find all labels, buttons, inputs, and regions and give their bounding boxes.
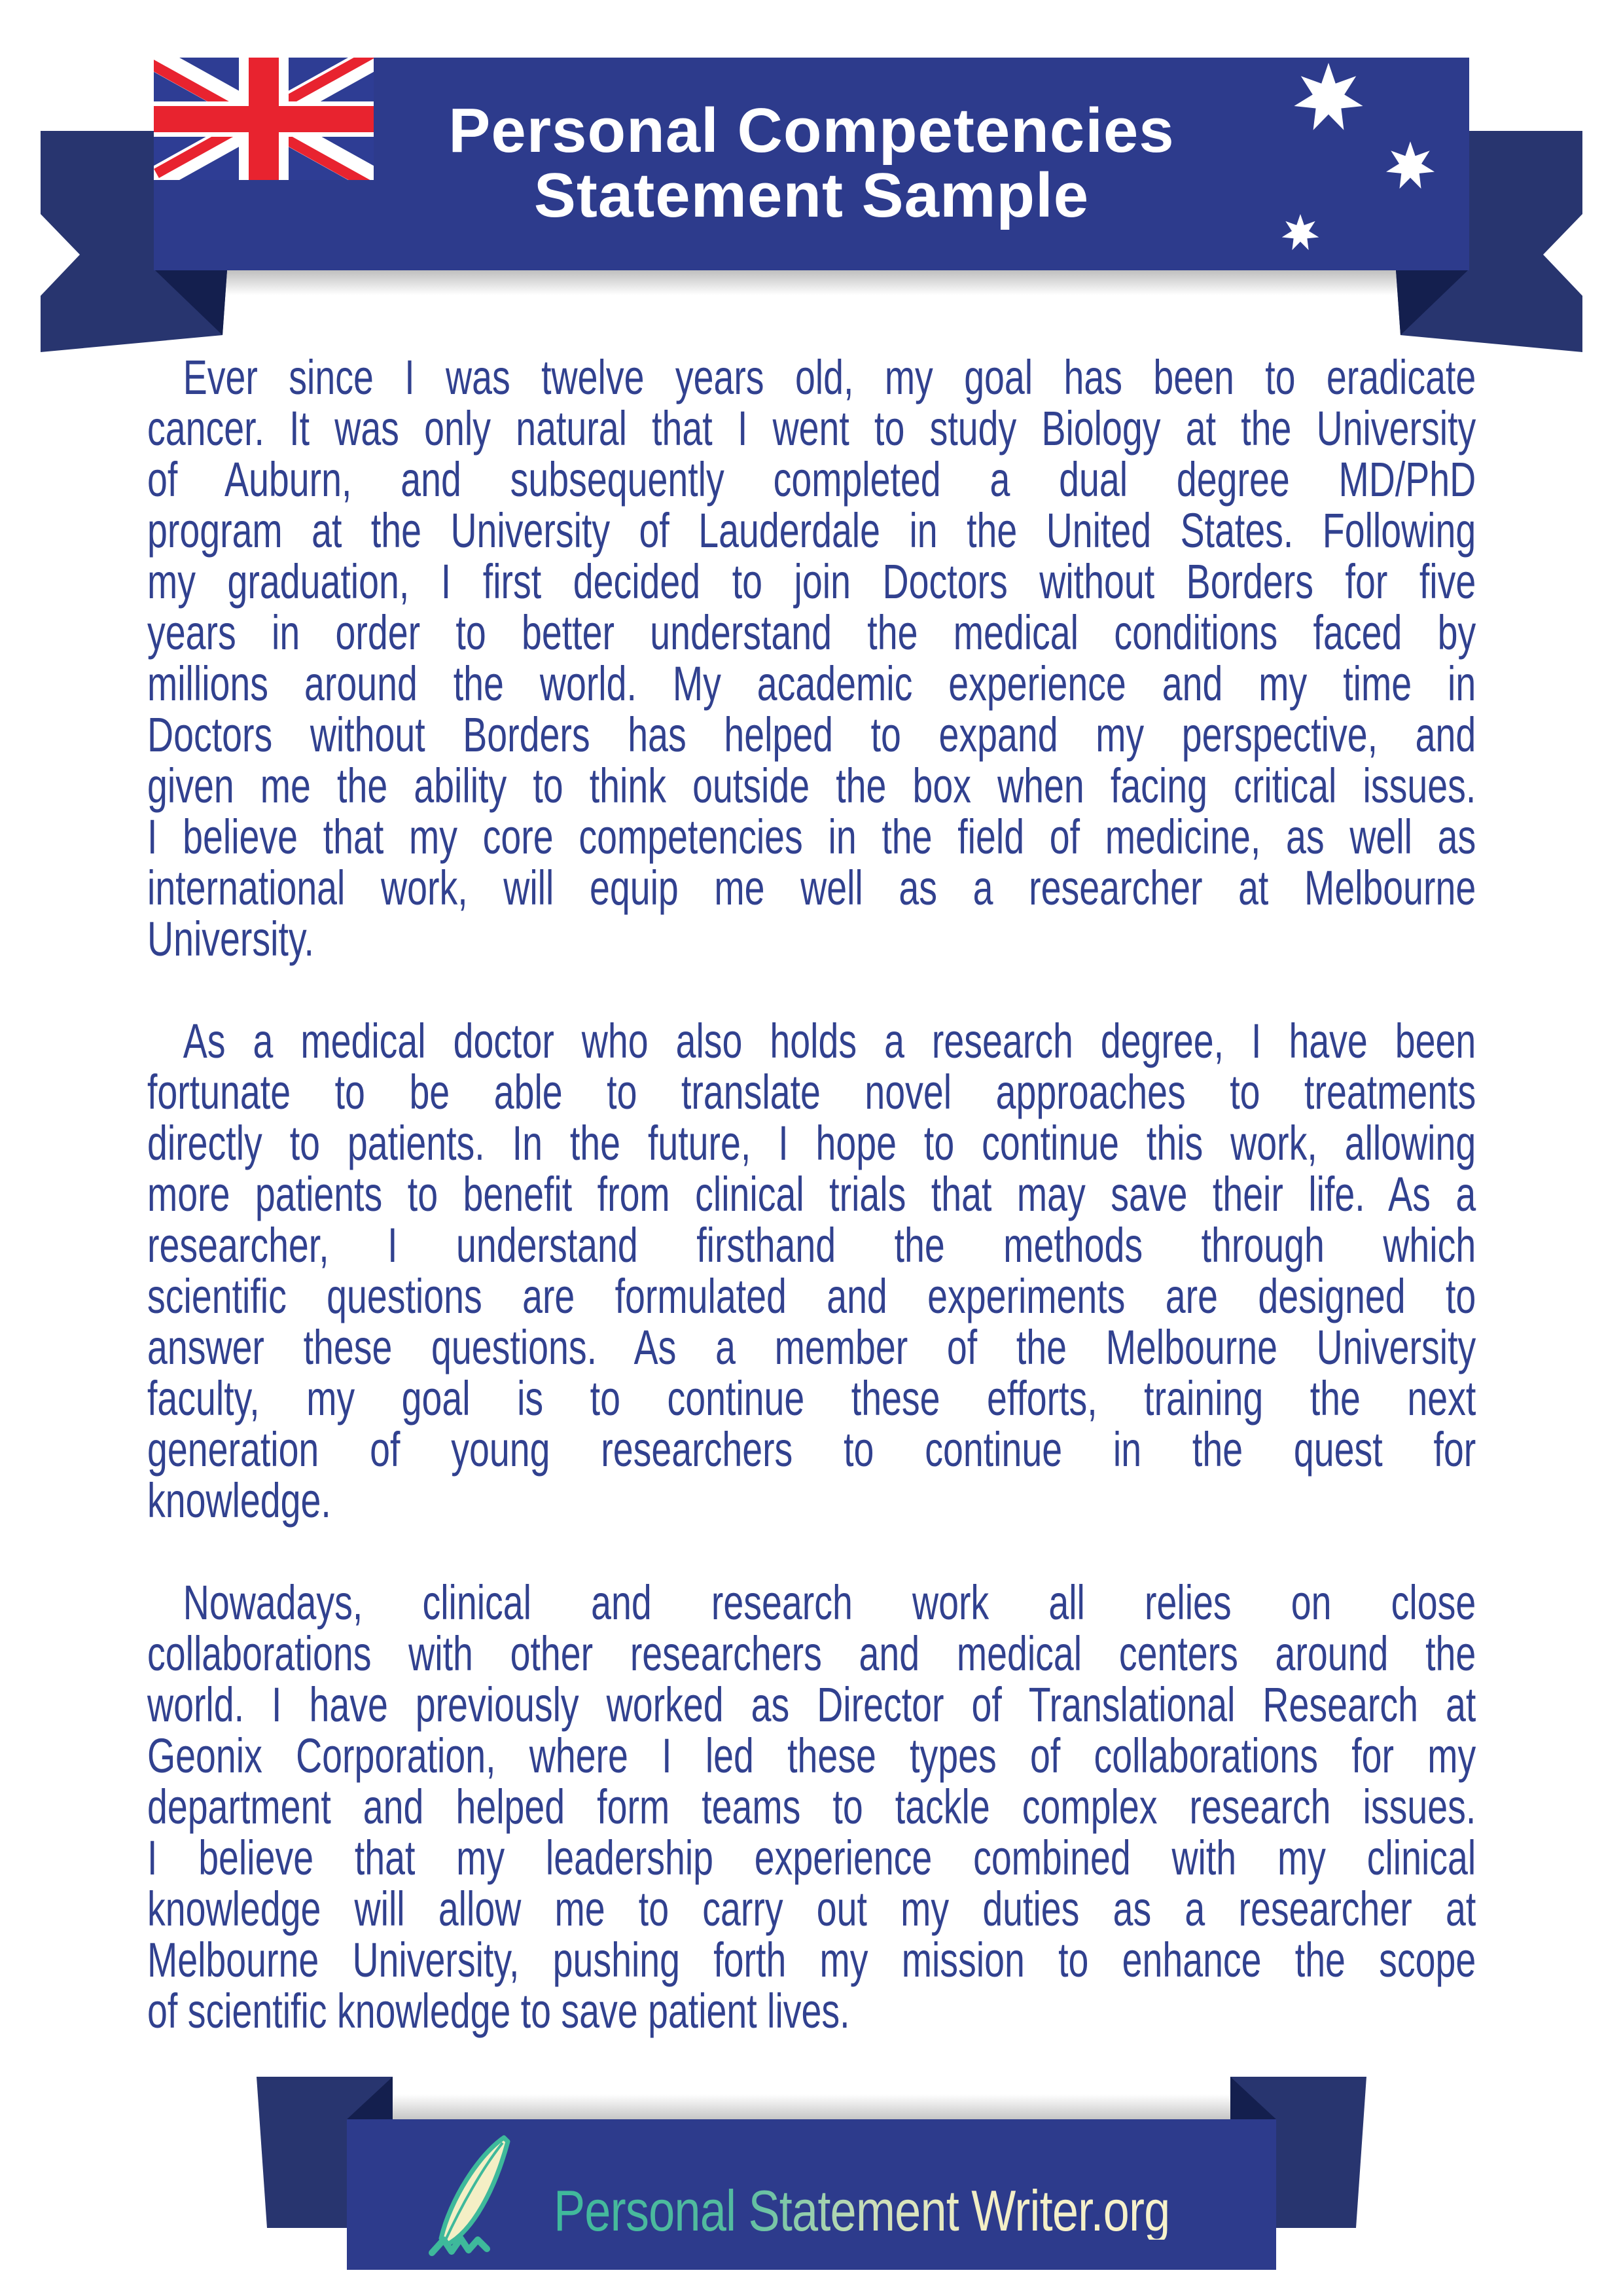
brand-name: Personal Statement Writer — [554, 2178, 1091, 2243]
essay-line: years in order to better understand the medical conditions faced by — [147, 605, 1476, 660]
essay-line: Melbourne University, pushing forth my mission to enhance the scope — [147, 1933, 1476, 1987]
essay-line: Nowadays, clinical and research work all relies on close — [183, 1575, 1476, 1630]
page-title-line1: Personal Competencies — [448, 96, 1175, 166]
essay-line: I believe that my core competencies in the field of medicine, as well as — [147, 810, 1476, 864]
essay-line: University. — [147, 912, 314, 966]
essay-line: directly to patients. In the future, I hope to continue this work, allowing — [147, 1116, 1476, 1170]
essay-line: given me the ability to think outside the box when facing critical issues. — [147, 759, 1476, 813]
essay-line: of Auburn, and subsequently completed a dual degree MD/PhD — [147, 452, 1476, 507]
essay-line: scientific questions are formulated and experiments are designed to — [147, 1269, 1476, 1323]
essay-line: more patients to benefit from clinical trials that may save their life. As a — [147, 1167, 1476, 1221]
essay-line: fortunate to be able to translate novel approaches to treatments — [147, 1065, 1476, 1119]
essay-line: department and helped form teams to tackle complex research issues. — [147, 1780, 1476, 1834]
essay-line: cancer. It was only natural that I went to study Biology at the University — [147, 401, 1476, 456]
essay-line: generation of young researchers to continue in the quest for — [147, 1422, 1476, 1477]
essay-line: knowledge. — [147, 1473, 331, 1528]
essay-paragraph — [147, 1577, 1476, 2037]
essay-line: Doctors without Borders has helped to expand my perspective, and — [147, 708, 1476, 762]
quill-feather-icon — [424, 2134, 542, 2261]
essay-text — [147, 352, 1476, 2088]
essay-line: Geonix Corporation, where I led these types of collaborations for my — [147, 1729, 1476, 1783]
essay-line: I believe that my leadership experience combined with my clinical — [147, 1831, 1476, 1885]
page-title-line2: Statement Sample — [533, 160, 1090, 230]
essay-line: researcher, I understand firsthand the methods through which — [147, 1218, 1476, 1272]
footer-ribbon — [0, 2055, 1623, 2296]
page-title — [154, 58, 1469, 228]
essay-line: As a medical doctor who also holds a research degree, I have been — [183, 1014, 1476, 1068]
essay-line: international work, will equip me well as a researcher at Melbourne — [147, 861, 1476, 915]
essay-line: program at the University of Lauderdale in the United States. Following — [147, 503, 1476, 558]
essay-line: my graduation, I first decided to join Doctors without Borders for five — [147, 554, 1476, 609]
essay-line: world. I have previously worked as Director of Translational Research at — [147, 1677, 1476, 1732]
brand-domain: .org — [1090, 2178, 1170, 2243]
essay-line: collaborations with other researchers and medical centers around the — [147, 1626, 1476, 1681]
header-banner — [154, 58, 1469, 270]
header-ribbon — [0, 0, 1623, 419]
essay-line: faculty, my goal is to continue these efforts, training the next — [147, 1371, 1476, 1426]
essay-line: knowledge will allow me to carry out my duties as a researcher at — [147, 1882, 1476, 1936]
brand-logo-text — [554, 2178, 1170, 2243]
essay-paragraph — [147, 352, 1476, 965]
footer-band — [347, 2119, 1276, 2270]
essay-paragraph — [147, 1016, 1476, 1526]
essay-line: Ever since I was twelve years old, my goal has been to eradicate — [183, 350, 1476, 404]
essay-line: answer these questions. As a member of the Melbourne University — [147, 1320, 1476, 1374]
essay-line: of scientific knowledge to save patient lives. — [147, 1984, 850, 2038]
essay-line: millions around the world. My academic experience and my time in — [147, 656, 1476, 711]
